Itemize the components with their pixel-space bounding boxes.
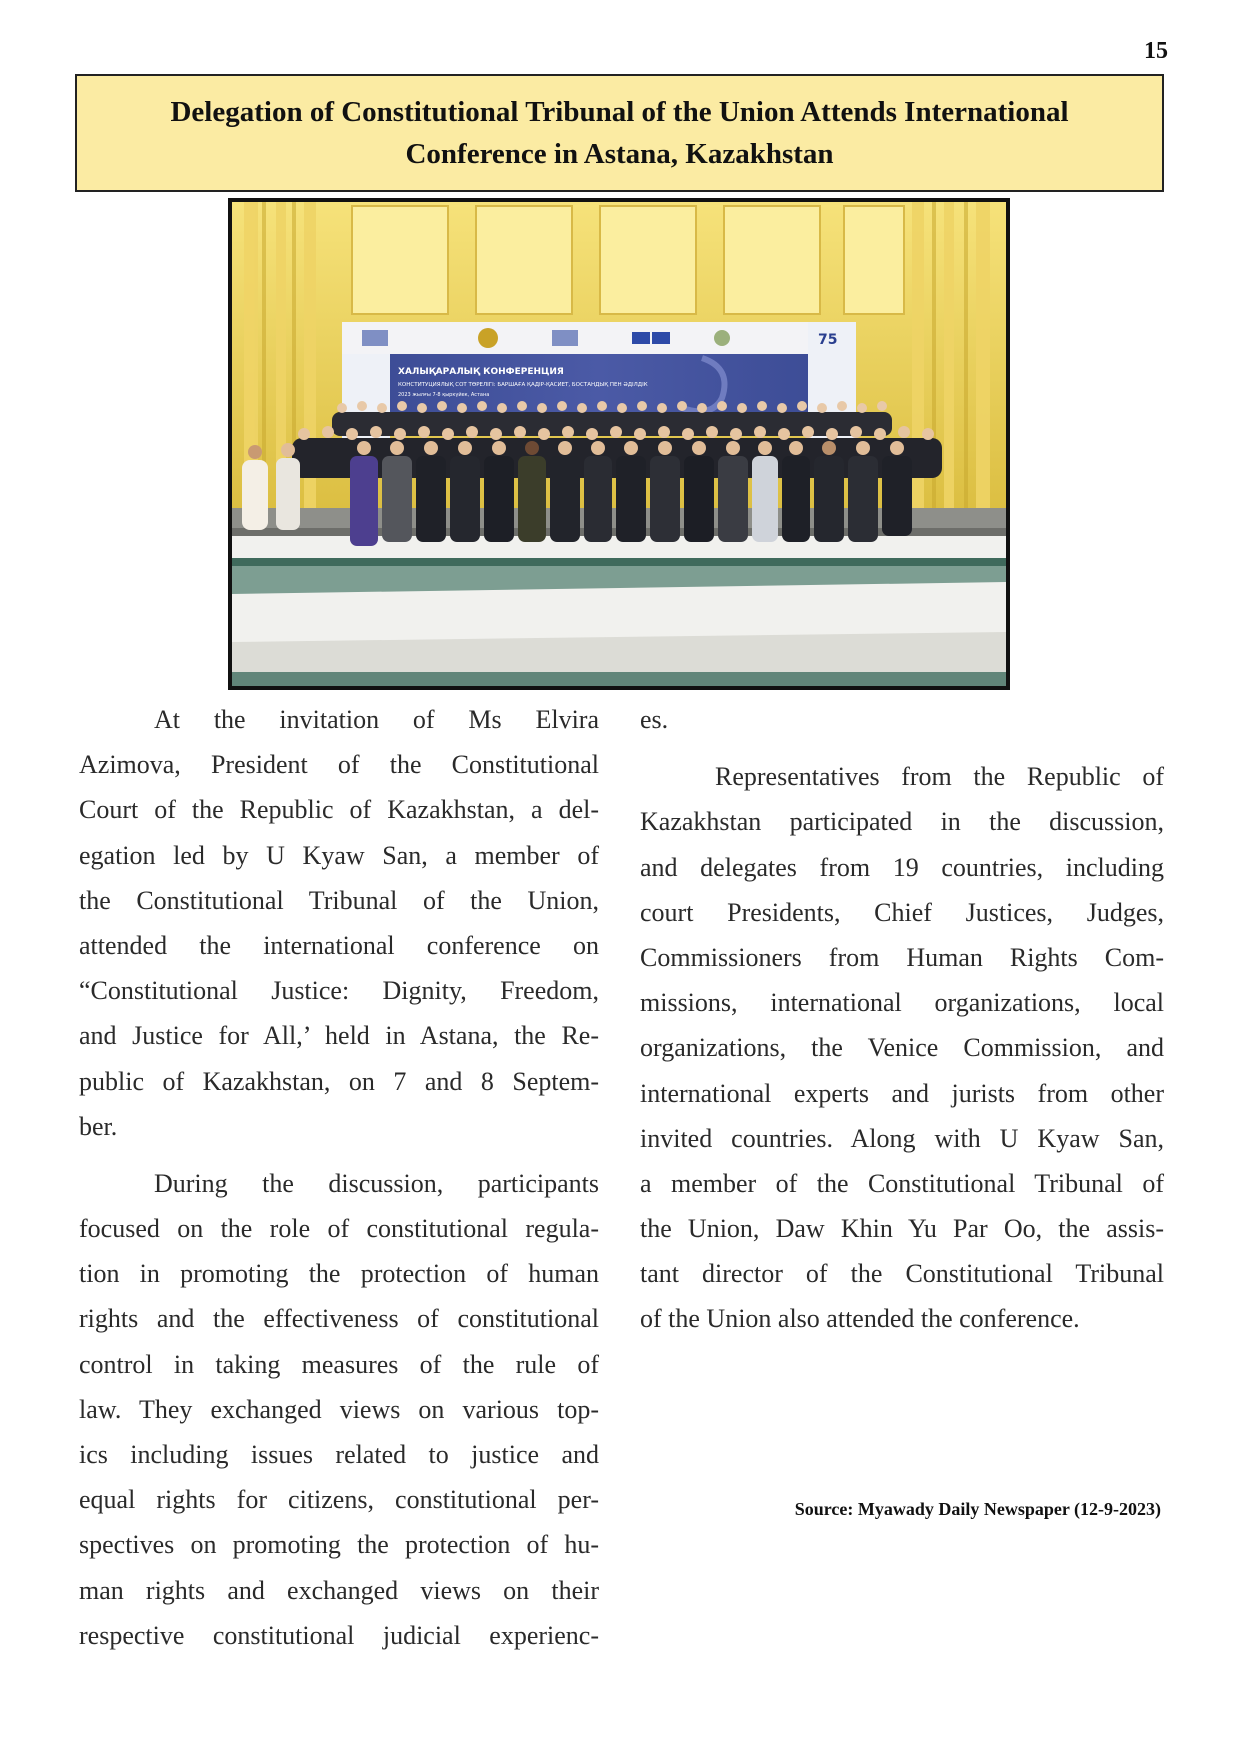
body-text-line: missions, international organizations, local bbox=[640, 988, 1164, 1018]
body-text-line: “Constitutional Justice: Dignity, Freedom, bbox=[79, 976, 599, 1006]
conference-group-photo bbox=[228, 198, 1010, 690]
body-text-line: egation led by U Kyaw San, a member of bbox=[79, 840, 599, 870]
body-text-line: the Constitutional Tribunal of the Union, bbox=[79, 885, 599, 915]
source-citation: Source: Myawady Daily Newspaper (12-9-2023) bbox=[794, 1499, 1161, 1519]
page-number: 15 bbox=[1144, 38, 1168, 64]
body-text-line: and Justice for All,’ held in Astana, the Re- bbox=[79, 1021, 599, 1051]
body-text-line: attended the international conference on bbox=[79, 930, 599, 960]
headline-box bbox=[75, 74, 1164, 192]
body-text-line: a member of the Constitutional Tribunal of bbox=[640, 1168, 1164, 1198]
article-right-column bbox=[640, 697, 1164, 1342]
body-text-line: ber. bbox=[79, 1111, 118, 1141]
body-text-line: focused on the role of constitutional regula- bbox=[79, 1214, 599, 1244]
body-text-line: ics including issues related to justice and bbox=[79, 1440, 599, 1469]
anniversary-logo: 75 bbox=[818, 332, 838, 348]
headline-line-1: Delegation of Constitutional Tribunal of the Union Attends International bbox=[170, 96, 1069, 128]
body-text-line: Azimova, President of the Constitutional bbox=[79, 750, 599, 780]
article-left-column bbox=[79, 697, 599, 1658]
body-text-line: respective constitutional judicial experienc- bbox=[79, 1620, 599, 1650]
body-text-line: Court of the Republic of Kazakhstan, a del- bbox=[79, 795, 599, 825]
body-text-line: public of Kazakhstan, on 7 and 8 Septem- bbox=[79, 1066, 599, 1096]
banner-heading: ХАЛЫҚАРАЛЫҚ КОНФЕРЕНЦИЯ bbox=[398, 367, 564, 377]
body-text-line: invited countries. Along with U Kyaw San, bbox=[640, 1123, 1164, 1153]
body-text-line: international experts and jurists from other bbox=[640, 1078, 1164, 1108]
body-text-line: tant director of the Constitutional Tribunal bbox=[640, 1259, 1164, 1289]
body-text-line: tion in promoting the protection of human bbox=[79, 1259, 599, 1289]
banner-date: 2023 жылғы 7-8 қыркүйек, Астана bbox=[398, 392, 490, 398]
body-text-line: spectives on promoting the protection of hu- bbox=[79, 1530, 599, 1560]
body-text-line: control in taking measures of the rule of bbox=[79, 1349, 599, 1379]
body-text-line: rights and the effectiveness of constitutional bbox=[79, 1304, 599, 1334]
group-photo-illustration bbox=[232, 202, 1006, 686]
body-text-line: man rights and exchanged views on their bbox=[79, 1575, 599, 1605]
body-text-line: and delegates from 19 countries, including bbox=[640, 852, 1164, 882]
headline-line-2: Conference in Astana, Kazakhstan bbox=[405, 138, 834, 170]
body-text-line: Representatives from the Republic of bbox=[715, 762, 1164, 792]
body-text-line: equal rights for citizens, constitutional per- bbox=[79, 1485, 599, 1515]
body-text-line: Kazakhstan participated in the discussion, bbox=[640, 807, 1164, 837]
body-text-line: During the discussion, participants bbox=[154, 1168, 599, 1198]
body-text-line: the Union, Daw Khin Yu Par Oo, the assis- bbox=[640, 1214, 1164, 1244]
body-text-line: organizations, the Venice Commission, and bbox=[640, 1033, 1164, 1063]
body-text-line: At the invitation of Ms Elvira bbox=[154, 705, 599, 734]
body-text-line: law. They exchanged views on various top- bbox=[79, 1394, 599, 1424]
body-text-line: es. bbox=[640, 705, 669, 734]
banner-subheading: КОНСТИТУЦИЯЛЫҚ СОТ ТӨРЕЛІГІ: БАРШАҒА ҚАДІР-ҚАСИЕТ, БОСТАНДЫҚ ПЕН ӘДІЛДІК bbox=[398, 382, 648, 388]
body-text-line: Commissioners from Human Rights Com- bbox=[640, 942, 1164, 972]
body-text-line: court Presidents, Chief Justices, Judges, bbox=[640, 897, 1164, 927]
body-text-line: of the Union also attended the conference. bbox=[640, 1304, 1080, 1334]
